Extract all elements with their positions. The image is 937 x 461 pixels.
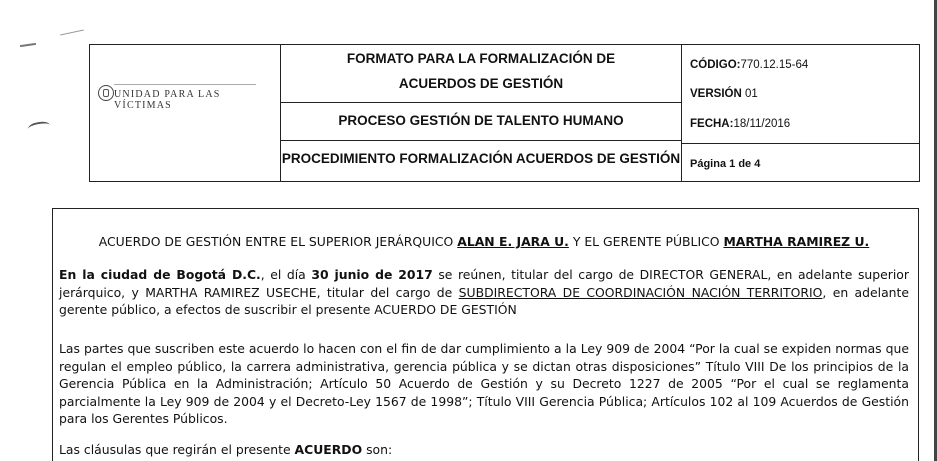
coat-of-arms-icon [98, 85, 114, 101]
agreement-heading: ACUERDO DE GESTIÓN ENTRE EL SUPERIOR JERÁRQUICO ALAN E. JARA U. Y EL GERENTE PÚBLICO MARTHA RAMIREZ U. [98, 234, 870, 249]
procedure-name: PROCEDIMIENTO FORMALIZACIÓN ACUERDOS DE GESTIÓN [281, 151, 681, 166]
scan-artifact [60, 30, 84, 36]
document-version: VERSIÓN 01 [690, 88, 758, 100]
page-number: Página 1 de 4 [690, 158, 761, 170]
procedure-cell [281, 141, 682, 181]
legal-basis-paragraph: Las partes que suscriben este acuerdo lo hacen con el fin de dar cumplimiento a la Ley 909 de 2004 “Por la cual se expiden normas que regulan el empleo público, la carrera administrativa, gerencia pública y se dictan otras disposiciones” Título VIII De los principios de la Gerencia Pública en la Administración; Artículo 50 Acuerdo de Gestión y su Decreto 1227 de 2005 “Por el cual se reglamenta parcialmente la Ley 909 de 2004 y el Decreto-Ley 1567 de 1998”; Título VIII Gerencia Pública; Artículos 102 al 109 Acuerdos de Gestión para los Gerentes Públicos. [59, 341, 909, 427]
scan-artifact [27, 120, 50, 134]
document-date: FECHA:18/11/2016 [690, 118, 791, 130]
metadata-divider [682, 143, 919, 144]
clauses-intro: Las cláusulas que regirán el presente ACUERDO son: [59, 442, 393, 457]
logo-divider [114, 84, 256, 85]
document-header-table [89, 44, 920, 182]
organization-logo-text: UNIDAD PARA LAS VÍCTIMAS [114, 89, 221, 111]
process-cell [281, 103, 682, 141]
agreement-body [52, 208, 919, 461]
document-code: CÓDIGO:770.12.15-64 [690, 59, 809, 71]
form-title-line2: ACUERDOS DE GESTIÓN [398, 76, 564, 91]
form-title-line1: FORMATO PARA LA FORMALIZACIÓN DE [346, 51, 616, 66]
document-metadata-cell [682, 45, 919, 181]
logo-cell [90, 45, 281, 181]
superior-name: ALAN E. JARA U. [457, 234, 569, 249]
process-name: PROCESO GESTIÓN DE TALENTO HUMANO [338, 113, 624, 128]
intro-paragraph: En la ciudad de Bogotá D.C., el día 30 junio de 2017 se reúnen, titular del cargo de DIRECTOR GENERAL, en adelante superior jerárquico, y MARTHA RAMIREZ USECHE, titular del cargo de SUBDIRECTORA DE COORDINACIÓN NACIÓN TERRITORIO, en adelante gerente público, a efectos de suscribir el presente ACUERDO DE GESTIÓN [59, 267, 910, 318]
manager-name: MARTHA RAMIREZ U. [723, 234, 870, 249]
form-title-cell [281, 45, 682, 103]
scan-artifact [20, 43, 36, 47]
